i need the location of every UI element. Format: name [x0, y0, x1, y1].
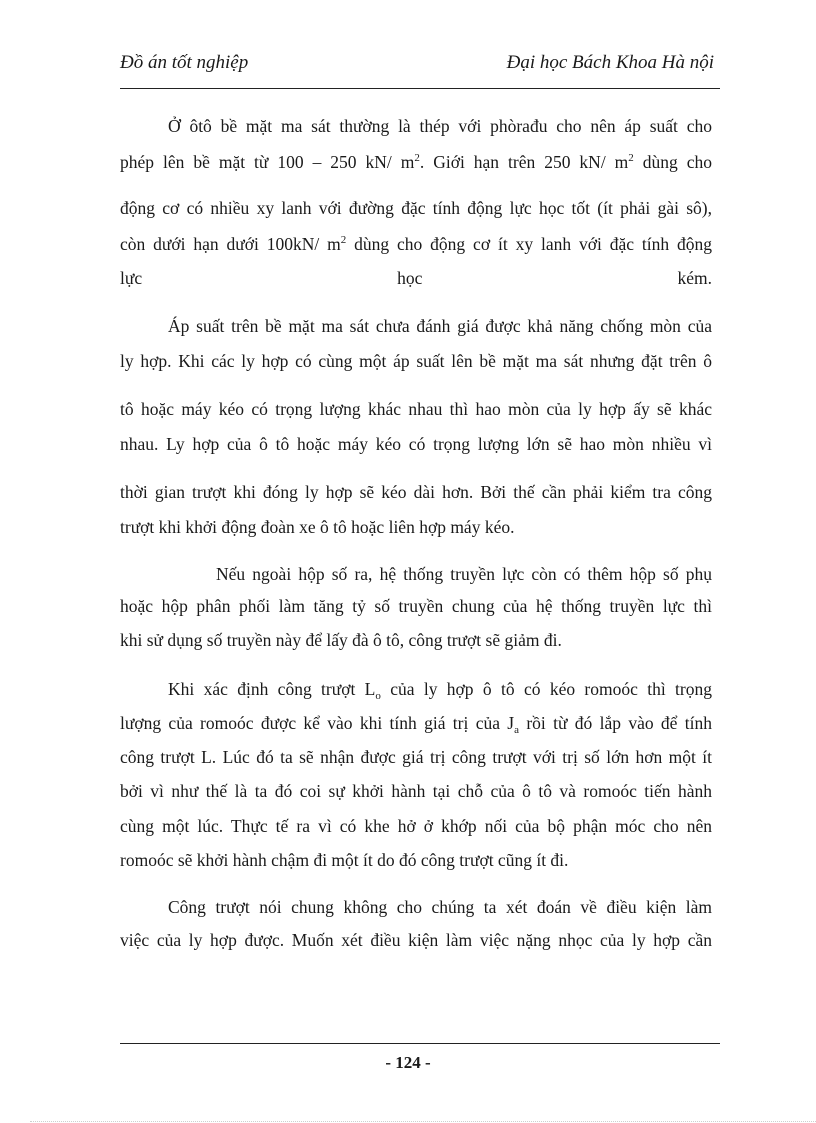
text-line: động cơ có nhiều xy lanh với đường đặc tính động lực học tốt (ít phải gài sô),: [120, 198, 712, 218]
text-line: còn dưới hạn dưới 100kN/ $m^2$ dùng cho động cơ ít xy lanh với đặc tính động: [120, 234, 712, 254]
text-line: romoóc sẽ khởi hành chậm đi một ít do đó công trượt cũng ít đi.: [120, 850, 569, 870]
page-edge-divider: [30, 1121, 816, 1122]
text-line: việc của ly hợp được. Muốn xét điều kiện làm việc nặng nhọc của ly hợp cần: [120, 930, 712, 950]
text-line: khi sử dụng số truyền này để lấy đà ô tô, công trượt sẽ giảm đi.: [120, 630, 562, 650]
text-line: tô hoặc máy kéo có trọng lượng khác nhau thì hao mòn của ly hợp ấy sẽ khác: [120, 399, 712, 419]
text-line: lực học kém.: [120, 268, 712, 288]
text-line: Khi xác định công trượt $L_o$ của ly hợp ô tô có kéo romoóc thì trọng: [168, 679, 712, 702]
header-document-title: Đồ án tốt nghiệp: [120, 52, 249, 73]
header-rule: [120, 88, 720, 89]
page-number: - 124 -: [385, 1053, 431, 1072]
text-line: trượt khi khởi động đoàn xe ô tô hoặc liên hợp máy kéo.: [120, 517, 515, 537]
text-line: phép lên bề mặt từ 100 – 250 kN/ $m^2$. Giới hạn trên 250 kN/ $m^2$ dùng cho: [120, 152, 712, 172]
text-line: công trượt L. Lúc đó ta sẽ nhận được giá trị công trượt với trị số lớn hơn một ít: [120, 747, 712, 767]
footer-rule: [120, 1043, 720, 1044]
text-line: bởi vì như thế là ta đó coi sự khởi hành tại chỗ của ô tô và romoóc tiến hành: [120, 781, 712, 801]
text-line: lượng của romoóc được kể vào khi tính giá trị của $J_a$ rồi từ đó lắp vào để tính: [120, 713, 712, 736]
text-line: Nếu ngoài hộp số ra, hệ thống truyền lực còn có thêm hộp số phụ: [216, 564, 712, 584]
text-line: Áp suất trên bề mặt ma sát chưa đánh giá được khả năng chống mòn của: [168, 316, 712, 336]
text-line: ly hợp. Khi các ly hợp có cùng một áp suất lên bề mặt ma sát nhưng đặt trên ô: [120, 351, 712, 371]
text-line: nhau. Ly hợp của ô tô hoặc máy kéo có trọng lượng lớn sẽ hao mòn nhiều vì: [120, 434, 712, 454]
text-line: Ở ôtô bề mặt ma sát thường là thép với phòrađu cho nên áp suất cho: [168, 116, 712, 136]
text-line: hoặc hộp phân phối làm tăng tỷ số truyền chung của hệ thống truyền lực thì: [120, 596, 712, 616]
text-line: cùng một lúc. Thực tế ra vì có khe hở ở khớp nối của bộ phận móc cho nên: [120, 816, 712, 836]
text-line: Công trượt nói chung không cho chúng ta xét đoán về điều kiện làm: [168, 897, 712, 917]
text-line: thời gian trượt khi đóng ly hợp sẽ kéo dài hơn. Bởi thế cần phải kiểm tra công: [120, 482, 712, 502]
header-university: Đại học Bách Khoa Hà nội: [506, 52, 714, 73]
